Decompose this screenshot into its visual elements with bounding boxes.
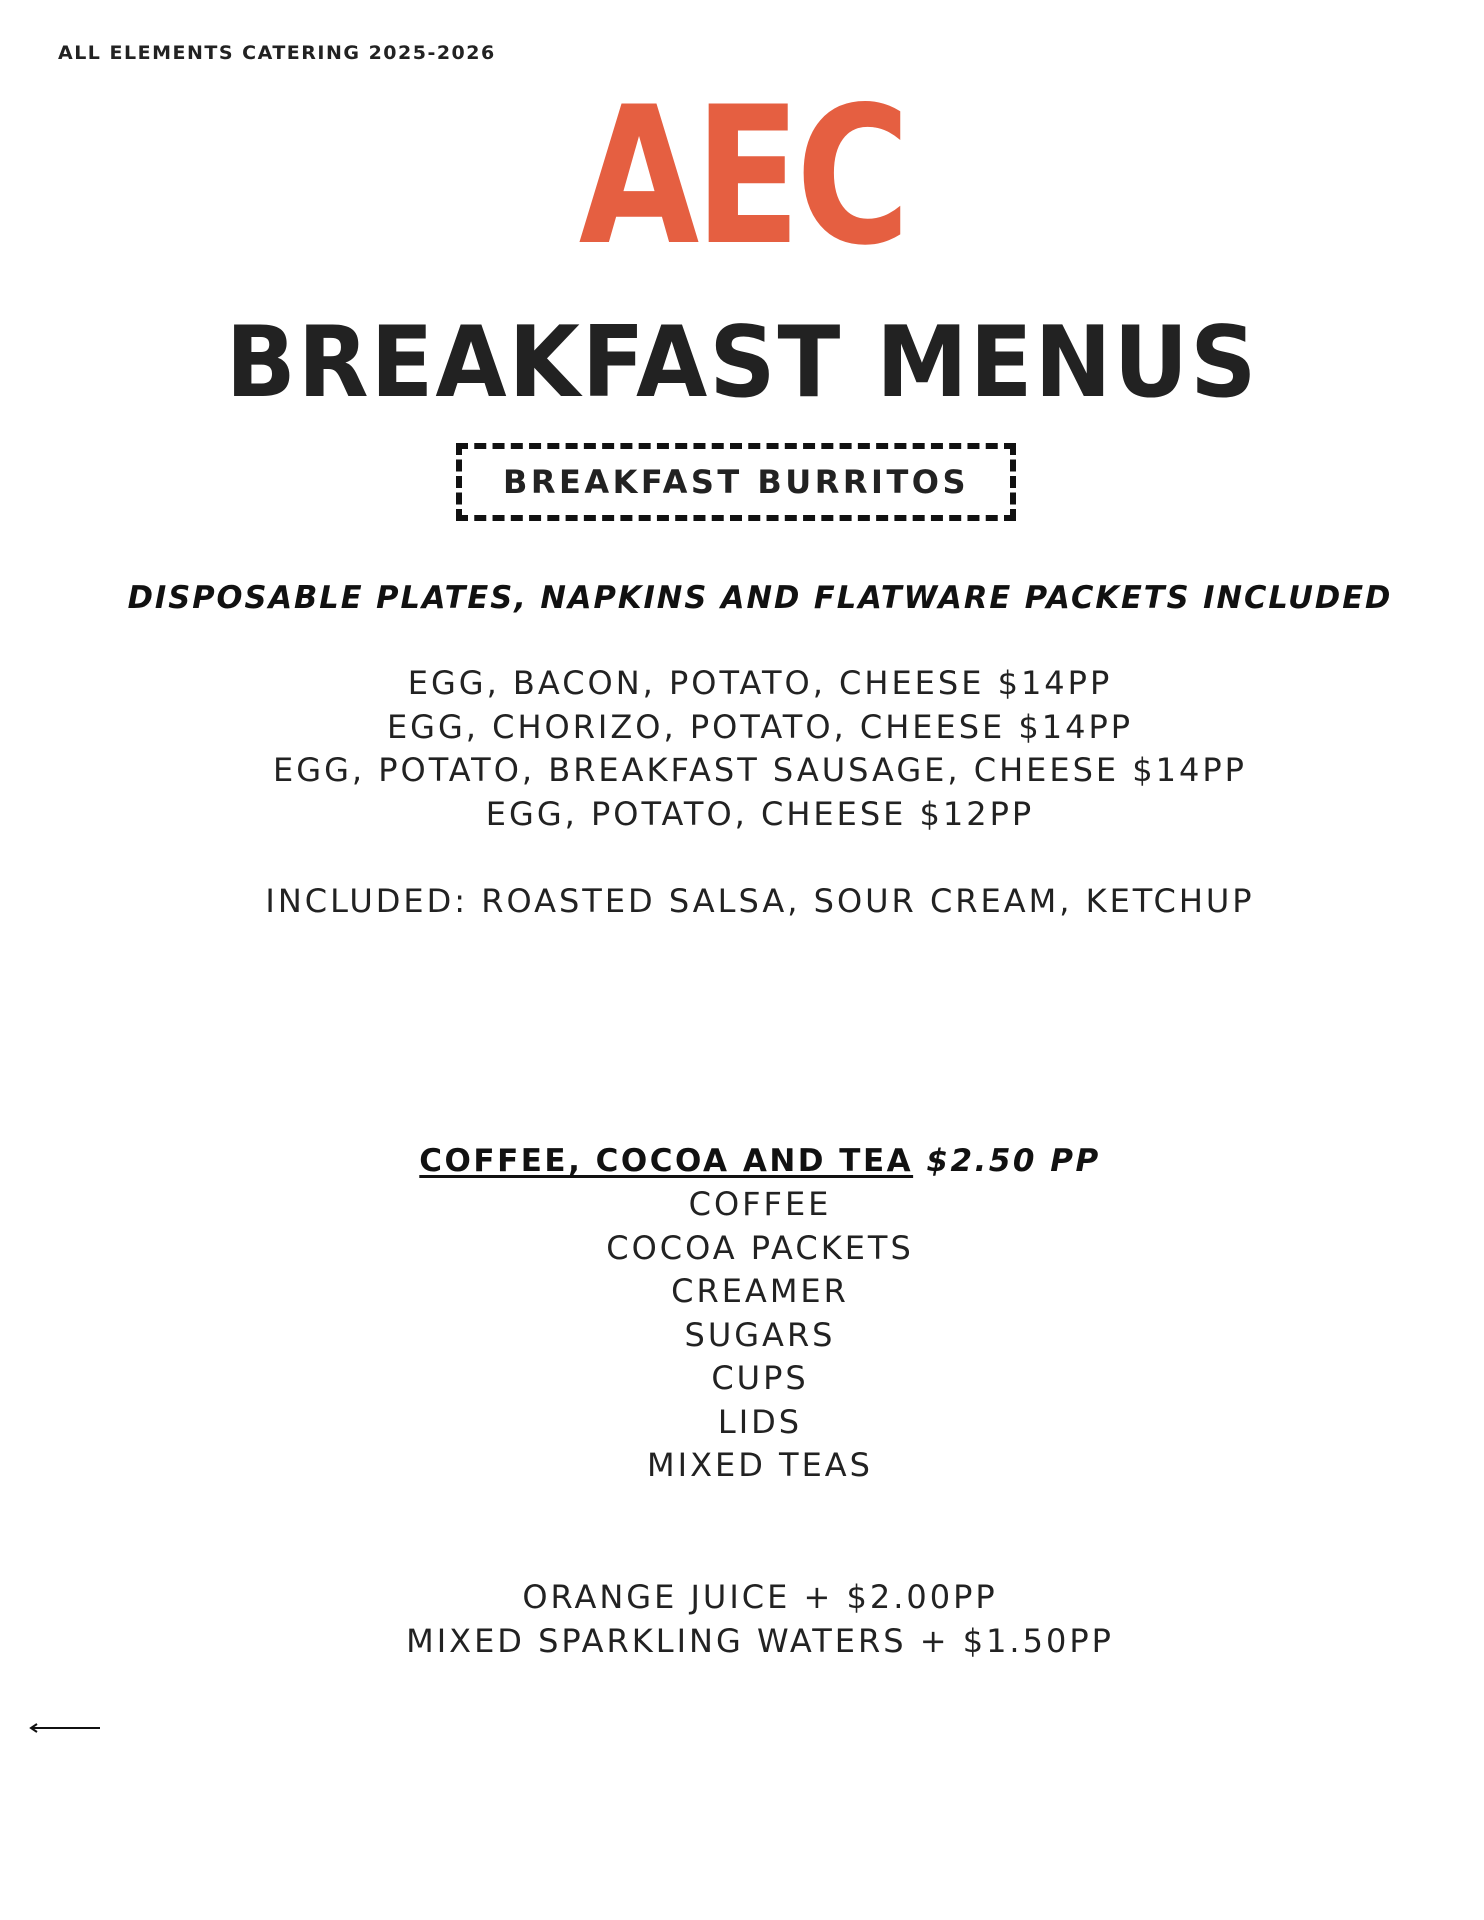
page-title: BREAKFAST MENUS (225, 306, 1259, 420)
coffee-items-list (0, 1183, 1484, 1488)
burrito-item: EGG, BACON, POTATO, CHEESE $14PP (407, 664, 1113, 702)
burrito-item: EGG, POTATO, BREAKFAST SAUSAGE, CHEESE $14PP (273, 751, 1247, 789)
coffee-item: MIXED TEAS (647, 1446, 873, 1484)
coffee-item: CREAMER (671, 1272, 849, 1310)
coffee-item: CUPS (711, 1359, 809, 1397)
extra-item: MIXED SPARKLING WATERS + $1.50PP (406, 1621, 1114, 1660)
coffee-item: COCOA PACKETS (606, 1228, 914, 1267)
coffee-heading-price: $2.50 PP (926, 1143, 1101, 1179)
coffee-section-heading (0, 1140, 1484, 1183)
included-supplies-notice: DISPOSABLE PLATES, NAPKINS AND FLATWARE PACKETS INCLUDED (127, 580, 1393, 616)
coffee-item: LIDS (717, 1402, 803, 1441)
extra-item: ORANGE JUICE + $2.00PP (522, 1578, 998, 1616)
aec-logo: AEC (578, 66, 906, 287)
burrito-item: EGG, POTATO, CHEESE $12PP (485, 794, 1035, 833)
section-title-box (456, 443, 1016, 521)
burrito-item: EGG, CHORIZO, POTATO, CHEESE $14PP (386, 707, 1134, 746)
coffee-item: COFFEE (688, 1185, 832, 1223)
included-condiments: INCLUDED: ROASTED SALSA, SOUR CREAM, KETCHUP (265, 882, 1255, 920)
coffee-heading-text: COFFEE, COCOA AND TEA (419, 1143, 914, 1179)
burrito-menu-list (0, 662, 1484, 836)
coffee-item: SUGARS (684, 1315, 836, 1354)
beverage-extras-list (0, 1576, 1484, 1663)
arrow-left-icon[interactable] (28, 1718, 102, 1738)
section-title: BREAKFAST BURRITOS (502, 463, 970, 501)
catering-header-note: ALL ELEMENTS CATERING 2025-2026 (58, 42, 496, 64)
